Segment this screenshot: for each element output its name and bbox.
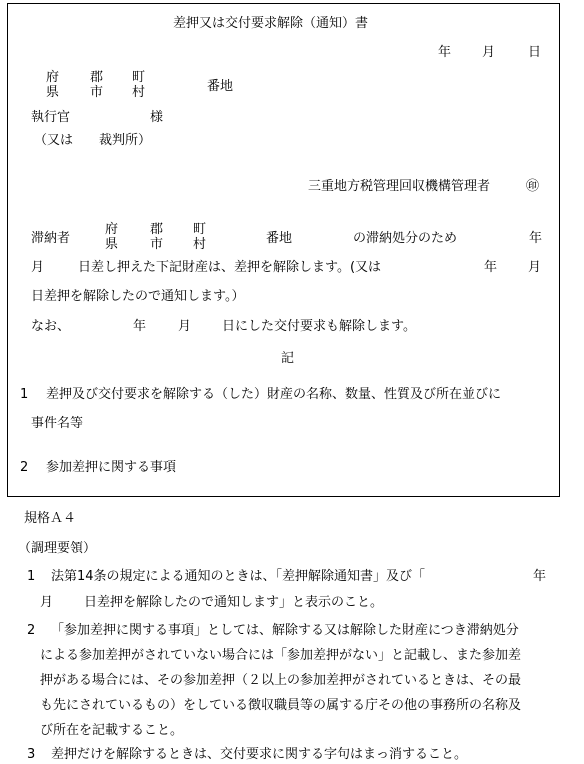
body-banchi: 番地: [266, 231, 293, 246]
body-notice-text: 日差押を解除したので通知します。）: [31, 289, 245, 304]
note-text: も先にされているもの）をしている徴収職員等の属する庁その他の事務所の名称及: [40, 698, 522, 713]
delinquent-label: 滞納者: [31, 231, 71, 246]
note-text: 「参加差押に関する事項」としては、解除する又は解除した財産につき滞納処分: [51, 623, 519, 638]
note-number: 2: [27, 623, 36, 638]
date-day-label: 日: [528, 45, 542, 60]
document-title: 差押又は交付要求解除（通知）書: [173, 16, 369, 31]
item-text: 差押及び交付要求を解除する（した）財産の名称、数量、性質及び所在並びに: [46, 387, 502, 402]
note-year-label: 年: [533, 569, 547, 584]
addressee-county: 郡 市: [90, 70, 104, 100]
sender-seal: ㊞: [526, 179, 540, 194]
body-seizure-text: 日差し押えた下記財産は、差押を解除します。(又は: [78, 260, 382, 275]
body-town: 町 村: [193, 222, 207, 252]
body-nao-rest: 日にした交付要求も解除します。: [222, 319, 416, 334]
addressee-town: 町 村: [132, 70, 146, 100]
item-text: 参加差押に関する事項: [46, 460, 177, 475]
note-text: 押がある場合には、その参加差押（２以上の参加差押がされているときは、その最: [40, 673, 522, 688]
ki-heading: 記: [281, 351, 295, 366]
note-number: 3: [27, 747, 36, 762]
date-month-label: 月: [482, 45, 496, 60]
body-nao-year: 年: [133, 319, 147, 334]
body-nao: なお、: [31, 319, 71, 334]
addressee-court-alt: （又は 裁判所）: [34, 133, 152, 148]
note-text: 法第14条の規定による通知のときは、「差押解除通知書」及び「: [51, 569, 426, 584]
addressee-prefecture: 府 県: [46, 70, 60, 100]
item-text-continued: 事件名等: [31, 416, 84, 431]
sender-organization: 三重地方税管理回収機構管理者: [308, 179, 491, 194]
body-purpose: の滞納処分のため: [353, 231, 458, 246]
body-year-label: 年: [529, 231, 543, 246]
note-text: 日差押を解除したので通知します」と表示のこと。: [84, 595, 384, 610]
notes-heading: （調理要領）: [18, 541, 97, 556]
body-month-label-2: 月: [528, 260, 542, 275]
note-month-label: 月: [40, 595, 54, 610]
size-note: 規格Ａ４: [24, 511, 77, 526]
note-number: 1: [27, 569, 36, 584]
body-prefecture: 府 県: [105, 222, 119, 252]
body-month-label: 月: [31, 260, 45, 275]
addressee-name: 執行官: [31, 110, 71, 125]
note-text: による参加差押がされていない場合には「参加差押がない」と記載し、また参加差: [40, 648, 522, 663]
body-county: 郡 市: [150, 222, 164, 252]
addressee-banchi: 番地: [207, 79, 234, 94]
addressee-honorific: 様: [150, 110, 164, 125]
body-nao-month: 月: [178, 319, 192, 334]
item-number: 2: [20, 460, 29, 475]
note-text: び所在を記載すること。: [40, 723, 184, 738]
item-number: 1: [20, 387, 29, 402]
note-text: 差押だけを解除するときは、交付要求に関する字句はまっ消すること。: [51, 747, 468, 762]
body-year-label-2: 年: [484, 260, 498, 275]
date-year-label: 年: [438, 45, 452, 60]
